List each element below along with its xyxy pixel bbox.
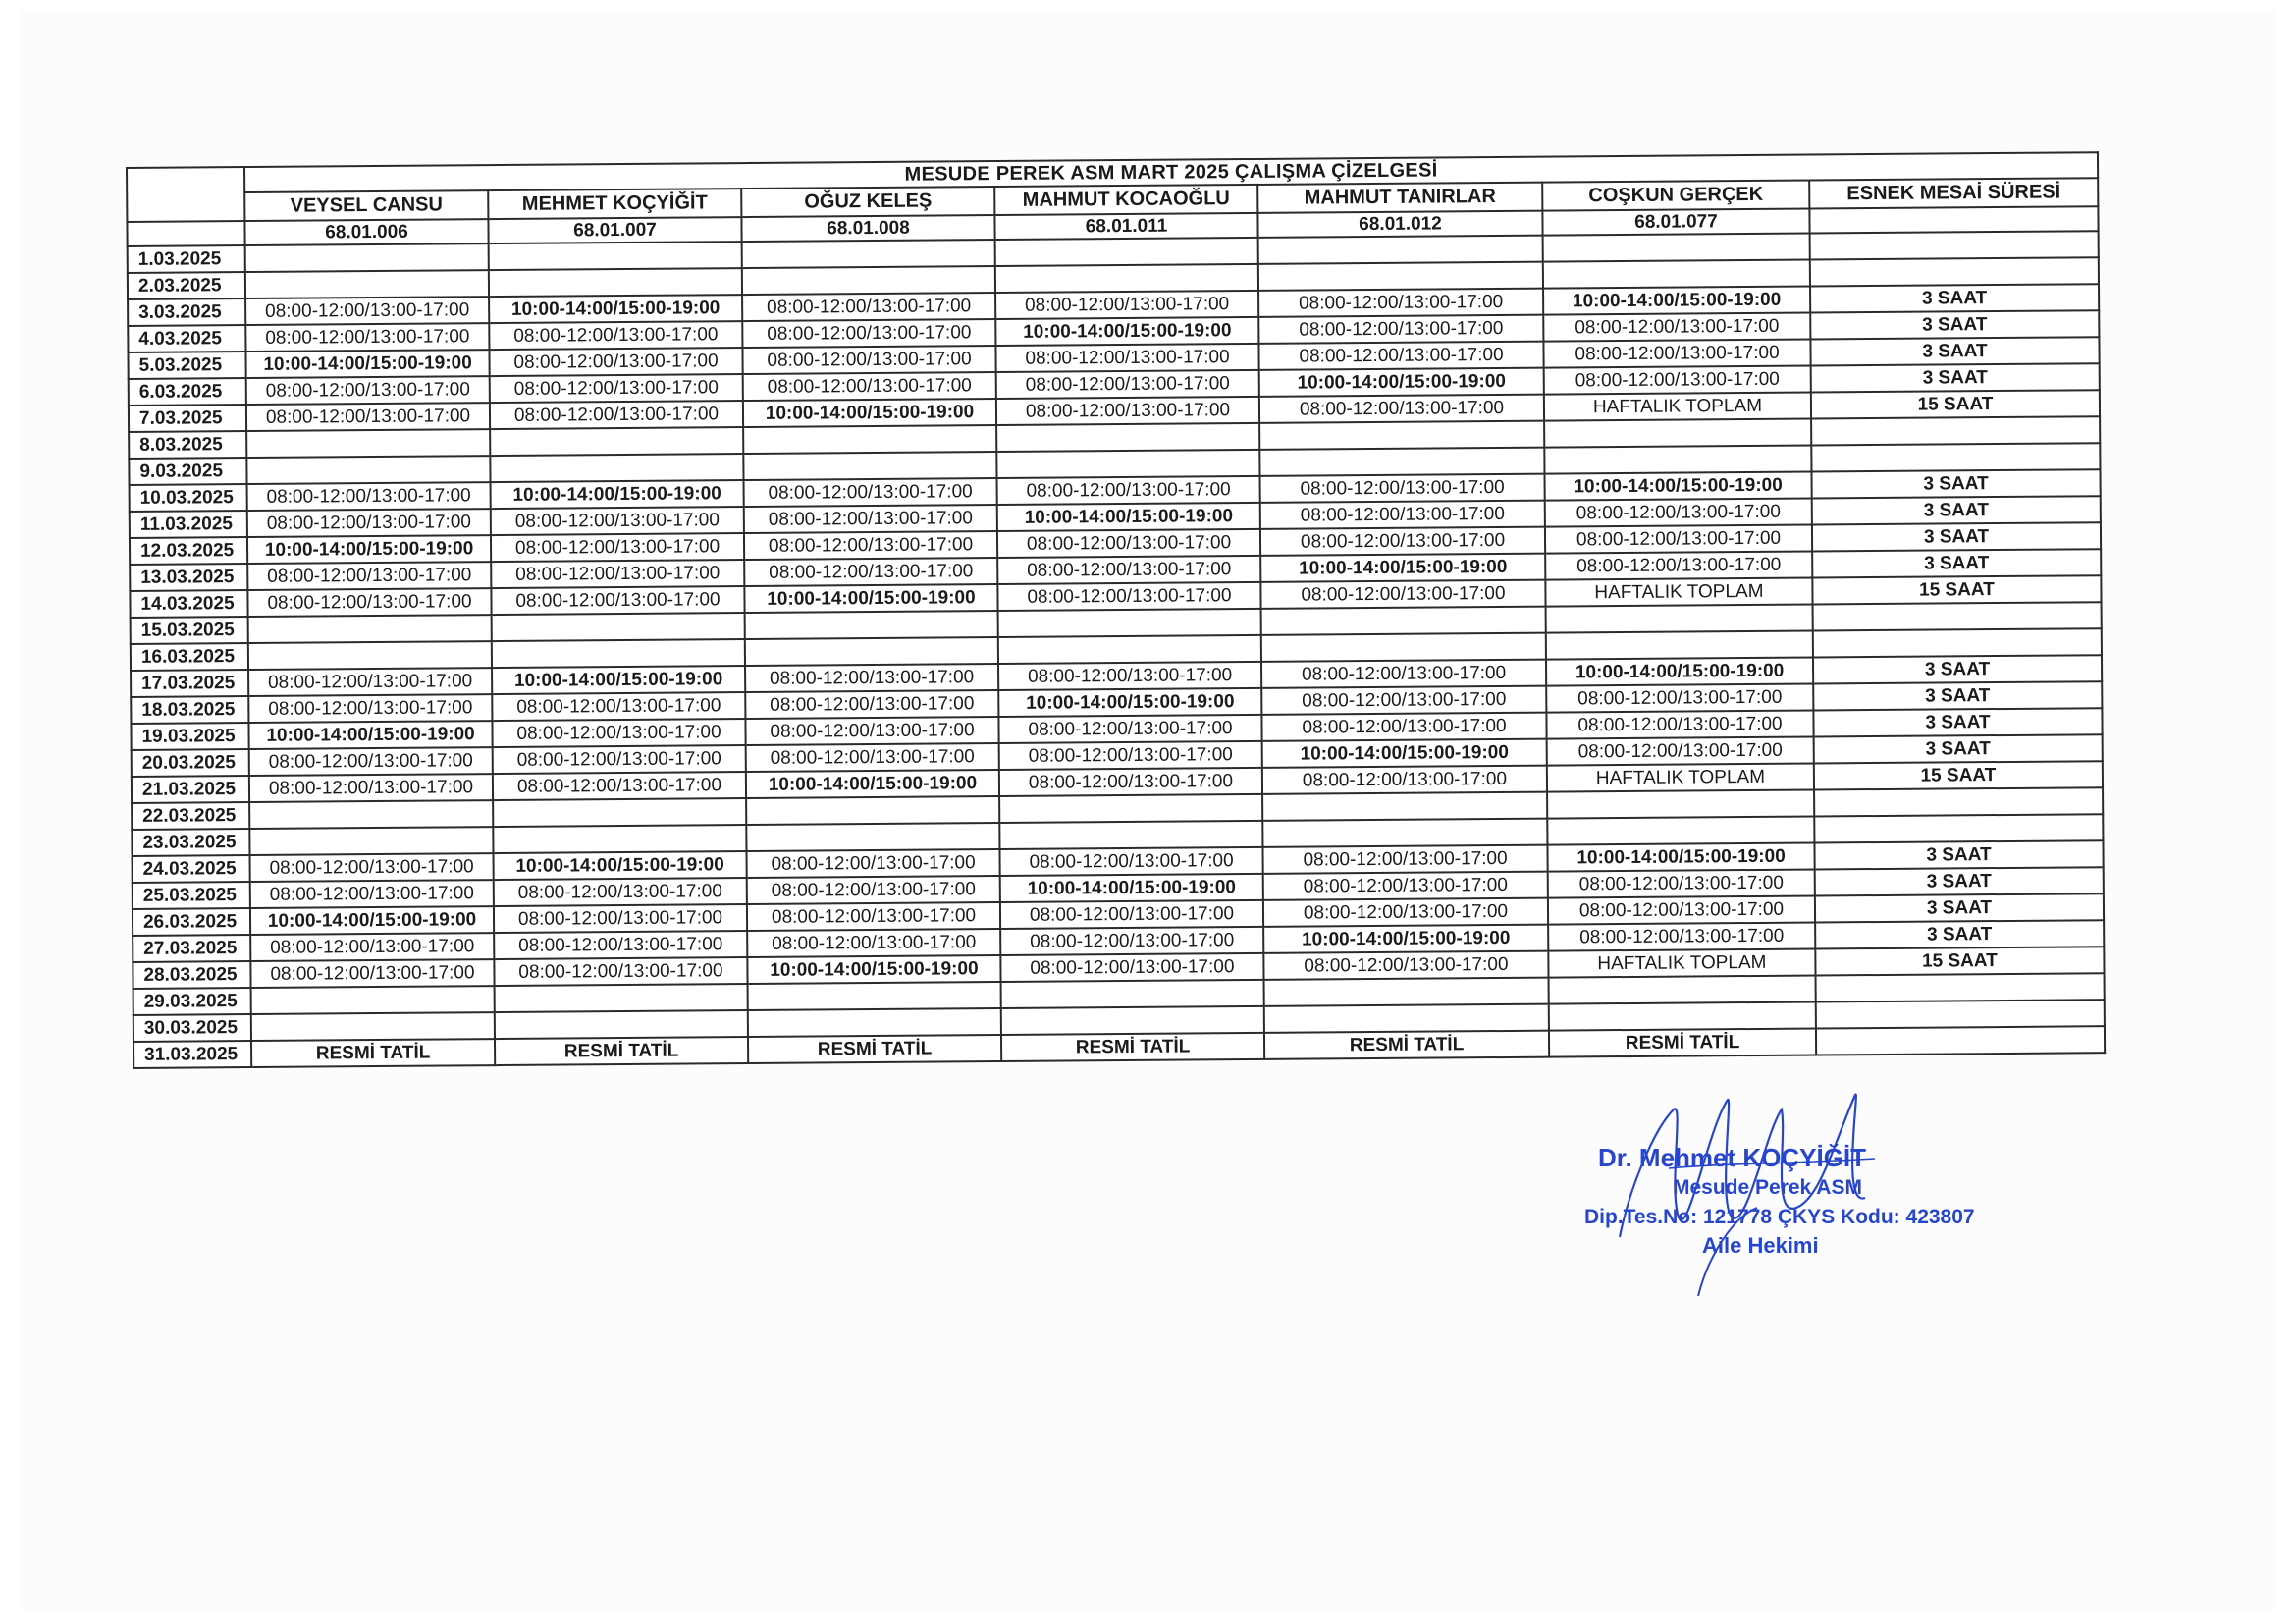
shift-cell: 08:00-12:00/13:00-17:00 xyxy=(996,397,1259,425)
shift-cell: 08:00-12:00/13:00-17:00 xyxy=(745,717,998,745)
shift-cell xyxy=(1546,631,1813,660)
flex-hours-cell xyxy=(1816,973,2105,1001)
shift-cell: 10:00-14:00/15:00-19:00 xyxy=(1262,739,1547,768)
shift-cell: 08:00-12:00/13:00-17:00 xyxy=(247,482,491,511)
shift-cell: 08:00-12:00/13:00-17:00 xyxy=(999,768,1262,796)
column-header-name: MEHMET KOÇYİĞİT xyxy=(488,189,741,219)
shift-cell: 08:00-12:00/13:00-17:00 xyxy=(247,588,491,617)
shift-cell xyxy=(248,641,492,670)
shift-cell: 08:00-12:00/13:00-17:00 xyxy=(742,293,995,321)
flex-hours-cell: 15 SAAT xyxy=(1814,761,2103,789)
date-cell: 22.03.2025 xyxy=(132,802,249,830)
shift-cell: 08:00-12:00/13:00-17:00 xyxy=(997,556,1260,584)
shift-cell: 08:00-12:00/13:00-17:00 xyxy=(249,747,493,776)
shift-cell: RESMİ TATİL xyxy=(1001,1033,1264,1061)
shift-cell: 08:00-12:00/13:00-17:00 xyxy=(747,902,1000,931)
flex-hours-cell: 3 SAAT xyxy=(1813,708,2102,736)
date-cell: 27.03.2025 xyxy=(133,935,250,962)
shift-cell: 08:00-12:00/13:00-17:00 xyxy=(1000,953,1263,982)
date-cell: 5.03.2025 xyxy=(128,352,245,379)
shift-cell xyxy=(495,984,748,1012)
shift-cell: 08:00-12:00/13:00-17:00 xyxy=(250,853,494,882)
shift-cell: 08:00-12:00/13:00-17:00 xyxy=(1263,872,1548,900)
shift-cell: HAFTALIK TOPLAM xyxy=(1548,949,1815,978)
shift-cell: 08:00-12:00/13:00-17:00 xyxy=(995,344,1258,372)
shift-cell: 08:00-12:00/13:00-17:00 xyxy=(1260,580,1545,609)
shift-cell: 10:00-14:00/15:00-19:00 xyxy=(1260,554,1545,582)
date-cell: 28.03.2025 xyxy=(133,961,250,989)
shift-cell: 08:00-12:00/13:00-17:00 xyxy=(1261,660,1546,688)
column-header-name: VEYSEL CANSU xyxy=(244,190,488,221)
date-cell: 11.03.2025 xyxy=(130,511,247,538)
shift-cell xyxy=(998,635,1261,664)
shift-cell: 08:00-12:00/13:00-17:00 xyxy=(494,904,747,933)
shift-cell xyxy=(249,827,493,855)
shift-cell: 08:00-12:00/13:00-17:00 xyxy=(493,772,746,800)
column-header-name: MAHMUT TANIRLAR xyxy=(1257,183,1542,213)
shift-cell xyxy=(1544,419,1811,448)
shift-cell xyxy=(745,611,998,639)
column-header-name: OĞUZ KELEŞ xyxy=(741,187,994,217)
flex-hours-cell xyxy=(1816,1026,2105,1055)
shift-cell xyxy=(743,425,996,454)
shift-cell: 08:00-12:00/13:00-17:00 xyxy=(491,507,744,535)
date-cell: 19.03.2025 xyxy=(131,723,248,750)
shift-cell: 08:00-12:00/13:00-17:00 xyxy=(999,741,1262,770)
shift-cell: 10:00-14:00/15:00-19:00 xyxy=(491,480,744,509)
shift-cell: 08:00-12:00/13:00-17:00 xyxy=(1000,900,1263,929)
shift-cell: 08:00-12:00/13:00-17:00 xyxy=(246,403,490,431)
shift-cell: 08:00-12:00/13:00-17:00 xyxy=(245,323,489,352)
flex-hours-cell: 3 SAAT xyxy=(1812,522,2101,551)
shift-cell: 08:00-12:00/13:00-17:00 xyxy=(742,319,995,348)
shift-cell: 10:00-14:00/15:00-19:00 xyxy=(492,666,745,694)
flex-hours-cell xyxy=(1810,257,2099,286)
flex-hours-cell xyxy=(1813,602,2102,630)
shift-cell xyxy=(1261,633,1546,662)
flex-hours-cell: 3 SAAT xyxy=(1814,734,2103,763)
shift-cell xyxy=(748,982,1001,1010)
shift-cell: 08:00-12:00/13:00-17:00 xyxy=(999,847,1262,876)
column-header-name: MAHMUT KOCAOĞLU xyxy=(994,185,1257,215)
shift-cell xyxy=(1264,1004,1549,1033)
date-cell: 30.03.2025 xyxy=(133,1014,251,1042)
date-cell: 2.03.2025 xyxy=(128,272,245,299)
date-cell: 25.03.2025 xyxy=(133,882,250,909)
shift-cell: 08:00-12:00/13:00-17:00 xyxy=(1260,501,1545,529)
shift-cell: 08:00-12:00/13:00-17:00 xyxy=(1262,845,1547,874)
shift-cell: 08:00-12:00/13:00-17:00 xyxy=(491,533,744,562)
shift-cell xyxy=(1544,446,1811,474)
shift-cell: 10:00-14:00/15:00-19:00 xyxy=(1263,925,1548,953)
shift-cell xyxy=(495,1010,748,1039)
shift-cell: 08:00-12:00/13:00-17:00 xyxy=(247,509,491,537)
shift-cell: 08:00-12:00/13:00-17:00 xyxy=(744,531,997,560)
shift-cell xyxy=(1261,607,1546,635)
shift-cell: 08:00-12:00/13:00-17:00 xyxy=(1548,870,1815,898)
flex-hours-cell: 3 SAAT xyxy=(1813,681,2102,710)
shift-cell: 10:00-14:00/15:00-19:00 xyxy=(746,770,999,798)
shift-cell: 10:00-14:00/15:00-19:00 xyxy=(998,688,1261,717)
stamp-organization: Mesude Perek ASM xyxy=(1673,1176,1862,1199)
shift-cell xyxy=(1543,234,1810,262)
shift-cell: HAFTALIK TOPLAM xyxy=(1547,764,1814,792)
shift-cell: 08:00-12:00/13:00-17:00 xyxy=(1000,927,1263,955)
shift-cell xyxy=(745,637,998,666)
shift-cell xyxy=(1546,605,1813,633)
shift-cell: RESMİ TATİL xyxy=(1549,1029,1816,1057)
date-cell: 14.03.2025 xyxy=(130,590,247,618)
shift-cell: 10:00-14:00/15:00-19:00 xyxy=(245,350,489,378)
shift-cell xyxy=(748,1008,1001,1037)
shift-cell: 08:00-12:00/13:00-17:00 xyxy=(1548,923,1815,951)
shift-cell: 08:00-12:00/13:00-17:00 xyxy=(742,346,995,374)
shift-cell: 08:00-12:00/13:00-17:00 xyxy=(494,931,747,959)
schedule-body xyxy=(128,231,2106,1068)
stamp-registration: Dip.Tes.No: 121778 ÇKYS Kodu: 423807 xyxy=(1584,1206,1975,1228)
shift-cell: 08:00-12:00/13:00-17:00 xyxy=(1547,737,1814,766)
shift-cell xyxy=(490,454,743,482)
shift-cell: 08:00-12:00/13:00-17:00 xyxy=(1262,766,1547,794)
corner-cell xyxy=(127,192,244,222)
shift-cell: 08:00-12:00/13:00-17:00 xyxy=(743,372,996,401)
date-cell: 7.03.2025 xyxy=(129,405,246,432)
shift-cell xyxy=(246,429,490,458)
flex-hours-cell xyxy=(1813,628,2102,657)
flex-hours-cell: 3 SAAT xyxy=(1811,469,2100,498)
shift-cell xyxy=(996,423,1259,452)
date-cell: 15.03.2025 xyxy=(131,617,248,644)
column-header-flex-hours: ESNEK MESAİ SÜRESİ xyxy=(1809,178,2098,208)
shift-cell xyxy=(489,268,742,297)
flex-hours-cell xyxy=(1810,231,2099,259)
shift-cell: 10:00-14:00/15:00-19:00 xyxy=(1547,843,1814,872)
column-header-code: 68.01.011 xyxy=(994,213,1257,240)
schedule-title: MESUDE PEREK ASM MART 2025 ÇALIŞMA ÇİZELGESİ xyxy=(244,152,2098,192)
shift-cell: 08:00-12:00/13:00-17:00 xyxy=(250,959,494,988)
shift-cell: 10:00-14:00/15:00-19:00 xyxy=(1000,874,1263,902)
shift-cell: 08:00-12:00/13:00-17:00 xyxy=(489,348,742,376)
shift-cell xyxy=(995,238,1258,266)
shift-cell: 08:00-12:00/13:00-17:00 xyxy=(247,562,491,590)
shift-cell: 08:00-12:00/13:00-17:00 xyxy=(1259,395,1544,423)
stamp-role: Aile Hekimi xyxy=(1702,1233,1819,1258)
shift-cell: 08:00-12:00/13:00-17:00 xyxy=(1263,898,1548,927)
shift-cell: 08:00-12:00/13:00-17:00 xyxy=(490,374,743,403)
shift-cell: 08:00-12:00/13:00-17:00 xyxy=(1548,896,1815,925)
shift-cell: 10:00-14:00/15:00-19:00 xyxy=(995,317,1258,346)
shift-cell xyxy=(1259,448,1544,476)
shift-cell: 08:00-12:00/13:00-17:00 xyxy=(494,878,747,906)
schedule-table xyxy=(126,151,2106,1069)
date-cell: 17.03.2025 xyxy=(131,670,248,697)
shift-cell: 10:00-14:00/15:00-19:00 xyxy=(744,584,997,613)
shift-cell: 08:00-12:00/13:00-17:00 xyxy=(746,743,999,772)
shift-cell xyxy=(1001,1006,1264,1035)
flex-hours-cell: 3 SAAT xyxy=(1810,284,2099,312)
shift-cell: 08:00-12:00/13:00-17:00 xyxy=(1544,366,1811,395)
shift-cell: 08:00-12:00/13:00-17:00 xyxy=(1258,342,1543,370)
shift-cell: 08:00-12:00/13:00-17:00 xyxy=(998,662,1261,690)
shift-cell: 08:00-12:00/13:00-17:00 xyxy=(744,478,997,507)
shift-cell: 10:00-14:00/15:00-19:00 xyxy=(1545,472,1812,501)
shift-cell: RESMİ TATİL xyxy=(1264,1031,1549,1059)
shift-cell xyxy=(1001,980,1264,1008)
stamp-name: Dr. Mehmet KOÇYİĞİT xyxy=(1598,1143,1867,1172)
date-cell: 20.03.2025 xyxy=(132,749,249,777)
shift-cell: 08:00-12:00/13:00-17:00 xyxy=(248,694,492,723)
shift-cell: 08:00-12:00/13:00-17:00 xyxy=(492,719,745,747)
shift-cell: 10:00-14:00/15:00-19:00 xyxy=(1546,658,1813,686)
shift-cell: 08:00-12:00/13:00-17:00 xyxy=(248,668,492,696)
shift-cell: 08:00-12:00/13:00-17:00 xyxy=(997,529,1260,558)
date-cell: 24.03.2025 xyxy=(133,855,250,883)
shift-cell xyxy=(999,821,1262,849)
shift-cell xyxy=(245,270,489,298)
date-cell: 8.03.2025 xyxy=(129,431,246,459)
date-cell: 10.03.2025 xyxy=(130,484,247,512)
flex-hours-cell: 3 SAAT xyxy=(1813,655,2102,683)
shift-cell xyxy=(746,796,999,825)
flex-hours-cell xyxy=(1811,443,2100,471)
shift-cell xyxy=(248,615,492,643)
shift-cell: 08:00-12:00/13:00-17:00 xyxy=(1260,474,1545,503)
shift-cell: RESMİ TATİL xyxy=(251,1039,495,1067)
shift-cell: 08:00-12:00/13:00-17:00 xyxy=(746,849,999,878)
shift-cell: 08:00-12:00/13:00-17:00 xyxy=(1543,313,1810,342)
date-cell: 9.03.2025 xyxy=(129,458,246,485)
shift-cell: 08:00-12:00/13:00-17:00 xyxy=(1258,315,1543,344)
shift-cell: 08:00-12:00/13:00-17:00 xyxy=(995,291,1258,319)
shift-cell: HAFTALIK TOPLAM xyxy=(1545,578,1812,607)
date-cell: 12.03.2025 xyxy=(130,537,247,565)
date-cell: 31.03.2025 xyxy=(133,1041,251,1068)
date-cell: 26.03.2025 xyxy=(133,908,250,936)
corner-cell-lower xyxy=(127,221,244,246)
flex-hours-cell: 3 SAAT xyxy=(1812,549,2101,577)
shift-cell: 08:00-12:00/13:00-17:00 xyxy=(1261,686,1546,715)
shift-cell xyxy=(998,609,1261,637)
flex-hours-cell xyxy=(1814,787,2103,816)
date-cell: 13.03.2025 xyxy=(130,564,247,591)
shift-cell xyxy=(742,240,995,268)
shift-cell xyxy=(249,800,493,829)
flex-hours-cell xyxy=(1816,1000,2105,1028)
flex-hours-cell: 3 SAAT xyxy=(1815,920,2104,948)
date-cell: 4.03.2025 xyxy=(128,325,245,352)
shift-cell xyxy=(999,794,1262,823)
shift-cell xyxy=(1262,792,1547,821)
shift-cell: 10:00-14:00/15:00-19:00 xyxy=(494,851,747,880)
column-header-name: COŞKUN GERÇEK xyxy=(1542,181,1809,211)
shift-cell: 08:00-12:00/13:00-17:00 xyxy=(996,370,1259,399)
shift-cell: 08:00-12:00/13:00-17:00 xyxy=(246,376,490,405)
shift-cell: 08:00-12:00/13:00-17:00 xyxy=(493,745,746,774)
flex-hours-cell: 3 SAAT xyxy=(1811,363,2100,392)
shift-cell: 08:00-12:00/13:00-17:00 xyxy=(1258,289,1543,317)
column-header-code: 68.01.008 xyxy=(741,215,994,242)
shift-cell: RESMİ TATİL xyxy=(748,1035,1001,1063)
shift-cell: 10:00-14:00/15:00-19:00 xyxy=(489,295,742,323)
shift-cell xyxy=(1549,976,1816,1004)
shift-cell: 10:00-14:00/15:00-19:00 xyxy=(250,906,494,935)
flex-hours-cell: 15 SAAT xyxy=(1815,947,2104,975)
shift-cell: 08:00-12:00/13:00-17:00 xyxy=(250,880,494,908)
shift-cell: HAFTALIK TOPLAM xyxy=(1544,393,1811,421)
date-cell: 3.03.2025 xyxy=(128,298,245,326)
shift-cell xyxy=(492,613,745,641)
shift-cell xyxy=(743,452,996,480)
shift-cell xyxy=(492,639,745,668)
flex-hours-cell: 3 SAAT xyxy=(1810,337,2099,365)
shift-cell: 08:00-12:00/13:00-17:00 xyxy=(249,774,493,802)
flex-hours-cell: 15 SAAT xyxy=(1811,390,2100,418)
flex-hours-cell: 3 SAAT xyxy=(1814,840,2103,869)
shift-cell: 08:00-12:00/13:00-17:00 xyxy=(491,560,744,588)
shift-cell xyxy=(746,823,999,851)
shift-cell xyxy=(1547,817,1814,845)
flex-hours-cell: 15 SAAT xyxy=(1812,575,2101,604)
shift-cell: 08:00-12:00/13:00-17:00 xyxy=(490,401,743,429)
shift-cell: 08:00-12:00/13:00-17:00 xyxy=(1543,340,1810,368)
flex-hours-cell: 3 SAAT xyxy=(1815,893,2104,922)
shift-cell xyxy=(489,242,742,270)
shift-cell xyxy=(1258,262,1543,291)
shift-cell: 08:00-12:00/13:00-17:00 xyxy=(1263,951,1548,980)
shift-cell xyxy=(1264,978,1549,1006)
shift-cell: 10:00-14:00/15:00-19:00 xyxy=(1259,368,1544,397)
flex-hours-cell xyxy=(1814,814,2103,842)
shift-cell: 08:00-12:00/13:00-17:00 xyxy=(997,582,1260,611)
shift-cell xyxy=(245,243,489,272)
shift-cell xyxy=(490,427,743,456)
shift-cell: 08:00-12:00/13:00-17:00 xyxy=(745,664,998,692)
date-cell: 29.03.2025 xyxy=(133,988,251,1015)
date-cell: 21.03.2025 xyxy=(132,776,249,803)
flex-hours-cell xyxy=(1811,416,2100,445)
column-header-code: 68.01.077 xyxy=(1542,209,1809,236)
shift-cell: 08:00-12:00/13:00-17:00 xyxy=(1546,711,1813,739)
shift-cell xyxy=(1543,260,1810,289)
date-cell: 23.03.2025 xyxy=(132,829,249,856)
shift-cell: 08:00-12:00/13:00-17:00 xyxy=(250,933,494,961)
shift-cell: 08:00-12:00/13:00-17:00 xyxy=(1545,525,1812,554)
shift-cell: 08:00-12:00/13:00-17:00 xyxy=(245,297,489,325)
shift-cell xyxy=(493,798,746,827)
shift-cell: 08:00-12:00/13:00-17:00 xyxy=(744,505,997,533)
shift-cell: 10:00-14:00/15:00-19:00 xyxy=(1543,287,1810,315)
shift-cell: 10:00-14:00/15:00-19:00 xyxy=(743,399,996,427)
shift-cell xyxy=(1547,790,1814,819)
shift-cell: 10:00-14:00/15:00-19:00 xyxy=(997,503,1260,531)
shift-cell xyxy=(246,456,490,484)
shift-cell: 08:00-12:00/13:00-17:00 xyxy=(998,715,1261,743)
shift-cell: 10:00-14:00/15:00-19:00 xyxy=(248,721,492,749)
shift-cell: 08:00-12:00/13:00-17:00 xyxy=(1261,713,1546,741)
shift-cell: 10:00-14:00/15:00-19:00 xyxy=(747,955,1000,984)
column-header-code: 68.01.012 xyxy=(1257,211,1542,238)
shift-cell xyxy=(995,264,1258,293)
shift-cell xyxy=(1258,236,1543,264)
title-spacer xyxy=(127,167,244,193)
shift-cell xyxy=(251,986,495,1014)
shift-cell: 08:00-12:00/13:00-17:00 xyxy=(1260,527,1545,556)
shift-cell: 08:00-12:00/13:00-17:00 xyxy=(491,586,744,615)
flex-hours-cell: 3 SAAT xyxy=(1812,496,2101,524)
shift-cell: 08:00-12:00/13:00-17:00 xyxy=(494,957,747,986)
flex-hours-cell: 3 SAAT xyxy=(1815,867,2104,895)
shift-cell: 08:00-12:00/13:00-17:00 xyxy=(747,929,1000,957)
column-header-code: 68.01.007 xyxy=(488,217,741,243)
shift-cell: 08:00-12:00/13:00-17:00 xyxy=(745,690,998,719)
shift-cell xyxy=(1259,421,1544,450)
date-cell: 6.03.2025 xyxy=(129,378,246,406)
shift-cell: 08:00-12:00/13:00-17:00 xyxy=(492,692,745,721)
shift-cell xyxy=(1262,819,1547,847)
shift-cell xyxy=(1549,1002,1816,1031)
date-cell: 16.03.2025 xyxy=(131,643,248,671)
date-cell: 1.03.2025 xyxy=(128,245,245,273)
shift-cell xyxy=(996,450,1259,478)
column-header-flex-hours-blank xyxy=(1809,206,2098,233)
column-header-code: 68.01.006 xyxy=(244,219,488,245)
shift-cell xyxy=(493,825,746,853)
shift-cell xyxy=(742,266,995,295)
flex-hours-cell: 3 SAAT xyxy=(1810,310,2099,339)
shift-cell: 08:00-12:00/13:00-17:00 xyxy=(997,476,1260,505)
shift-cell xyxy=(251,1012,495,1041)
shift-cell: 10:00-14:00/15:00-19:00 xyxy=(247,535,491,564)
date-cell: 18.03.2025 xyxy=(131,696,248,724)
shift-cell: 08:00-12:00/13:00-17:00 xyxy=(489,321,742,350)
shift-cell: 08:00-12:00/13:00-17:00 xyxy=(744,558,997,586)
shift-cell: 08:00-12:00/13:00-17:00 xyxy=(1545,499,1812,527)
shift-cell: 08:00-12:00/13:00-17:00 xyxy=(747,876,1000,904)
shift-cell: RESMİ TATİL xyxy=(495,1037,748,1065)
shift-cell: 08:00-12:00/13:00-17:00 xyxy=(1546,684,1813,713)
shift-cell: 08:00-12:00/13:00-17:00 xyxy=(1545,552,1812,580)
